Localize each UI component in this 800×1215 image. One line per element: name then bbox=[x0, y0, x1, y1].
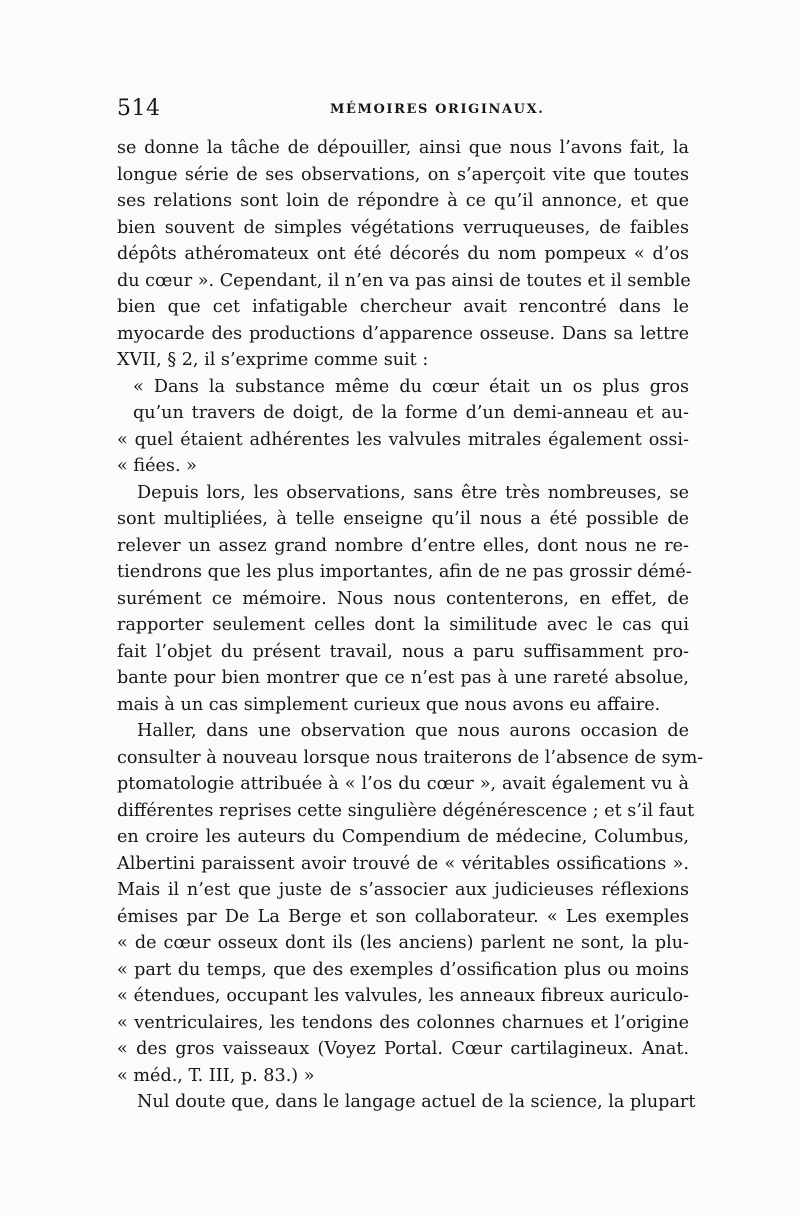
text-line: émises par De La Berge et son collaborateur. « Les exemples bbox=[117, 906, 689, 927]
quote-line: « ventriculaires, les tendons des colonnes charnues et l’origine bbox=[117, 1012, 689, 1033]
text-line: ses relations sont loin de répondre à ce qu’il annonce, et que bbox=[117, 191, 689, 211]
text-line: rapporter seulement celles dont la similitude avec le cas qui bbox=[117, 615, 689, 635]
text-line: se donne la tâche de dépouiller, ainsi que nous l’avons fait, la bbox=[117, 138, 689, 158]
text-line: en croire les auteurs du Compendium de médecine, Columbus, bbox=[117, 827, 689, 847]
text-line: Mais il n’est que juste de s’associer aux judicieuses réflexions bbox=[117, 880, 689, 900]
running-title: MÉMOIRES ORIGINAUX. bbox=[330, 102, 545, 117]
quote-line: « quel étaient adhérentes les valvules mitrales également ossi- bbox=[117, 429, 689, 450]
text-line: consulter à nouveau lorsque nous traiterons de l’absence de sym- bbox=[117, 747, 704, 768]
text-line: dépôts athéromateux ont été décorés du nom pompeux « d’os bbox=[117, 244, 689, 264]
text-line: bien que cet infatigable chercheur avait rencontré dans le bbox=[117, 297, 689, 317]
quote-line: « part du temps, que des exemples d’ossification plus ou moins bbox=[117, 959, 689, 980]
text-line: du cœur ». Cependant, il n’en va pas ainsi de toutes et il semble bbox=[117, 270, 691, 291]
text-line: bante pour bien montrer que ce n’est pas à une rareté absolue, bbox=[117, 668, 689, 688]
text-line: Haller, dans une observation que nous aurons occasion de bbox=[137, 721, 689, 741]
text-line: bien souvent de simples végétations verruqueuses, de faibles bbox=[117, 217, 689, 238]
quote-line: « Dans la substance même du cœur était un os plus gros bbox=[133, 376, 689, 397]
page-header bbox=[117, 96, 689, 126]
text-line: mais à un cas simplement curieux que nous avons eu affaire. bbox=[117, 694, 661, 715]
quote-line: qu’un travers de doigt, de la forme d’un demi-anneau et au- bbox=[133, 403, 689, 423]
quote-line: « de cœur osseux dont ils (les anciens) parlent ne sont, la plu- bbox=[117, 933, 689, 953]
text-line: fait l’objet du présent travail, nous a paru suffisamment pro- bbox=[117, 641, 689, 662]
body-text bbox=[117, 135, 704, 1116]
text-line: Albertini paraissent avoir trouvé de « véritables ossifications ». bbox=[117, 853, 689, 874]
text-line: relever un assez grand nombre d’entre elles, dont nous ne re- bbox=[117, 535, 689, 556]
text-line: longue série de ses observations, on s’aperçoit vite que toutes bbox=[117, 164, 689, 185]
quote-line: « fiées. » bbox=[117, 456, 197, 476]
text-line: XVII, § 2, il s’exprime comme suit : bbox=[117, 350, 429, 370]
quote-line: « méd., T. III, p. 83.) » bbox=[117, 1065, 315, 1086]
text-line: sont multipliées, à telle enseigne qu’il nous a été possible de bbox=[117, 509, 689, 529]
text-line: Depuis lors, les observations, sans être très nombreuses, se bbox=[137, 482, 689, 503]
text-line: surément ce mémoire. Nous nous contenterons, en effet, de bbox=[117, 588, 689, 609]
quote-line: « des gros vaisseaux (Voyez Portal. Cœur cartilagineux. Anat. bbox=[117, 1039, 689, 1059]
text-line: Nul doute que, dans le langage actuel de la science, la plupart bbox=[137, 1092, 696, 1112]
text-line: ptomatologie attribuée à « l’os du cœur », avait également vu à bbox=[117, 774, 689, 794]
quote-line: « étendues, occupant les valvules, les anneaux fibreux auriculo- bbox=[117, 986, 689, 1006]
text-line: tiendrons que les plus importantes, afin de ne pas grossir démé- bbox=[117, 562, 692, 582]
text-line: différentes reprises cette singulière dégénérescence ; et s’il faut bbox=[117, 800, 695, 821]
text-line: myocarde des productions d’apparence osseuse. Dans sa lettre bbox=[117, 323, 689, 344]
page-number: 514 bbox=[117, 96, 161, 121]
